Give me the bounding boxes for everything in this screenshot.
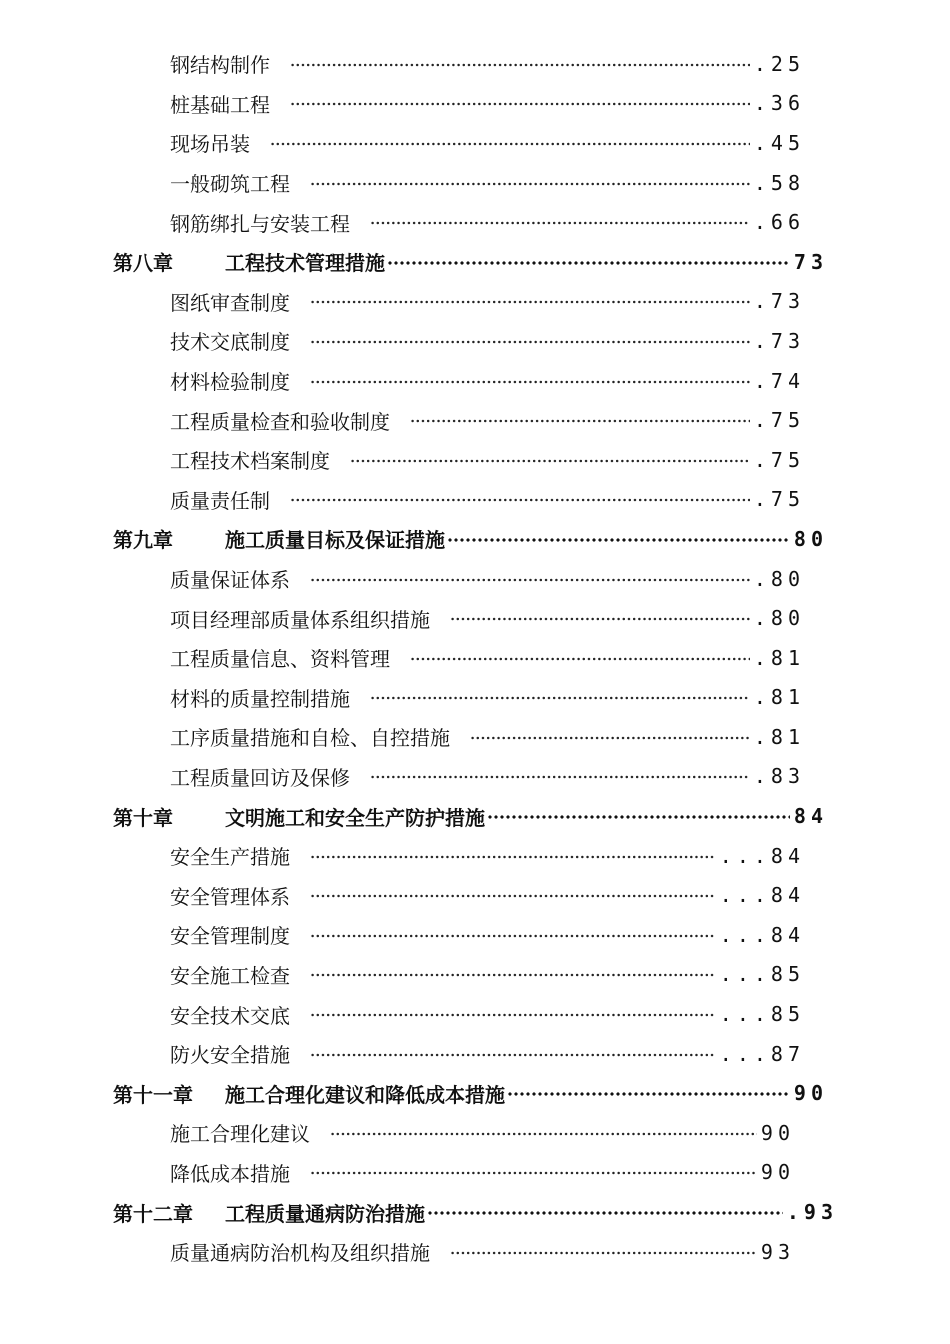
toc-entry[interactable] bbox=[0, 480, 950, 520]
toc-dot-leader bbox=[370, 775, 750, 779]
toc-entry[interactable] bbox=[0, 559, 950, 599]
toc-entry[interactable] bbox=[0, 202, 950, 242]
toc-dot-leader bbox=[310, 300, 750, 304]
toc-entry[interactable] bbox=[0, 1232, 950, 1272]
toc-dot-leader bbox=[310, 1171, 757, 1175]
toc-page-number: .25 bbox=[753, 51, 805, 76]
toc-page-number: .81 bbox=[753, 724, 805, 749]
toc-entry[interactable] bbox=[0, 1034, 950, 1074]
toc-page-number: ...84 bbox=[719, 883, 805, 908]
toc-page-number: ...84 bbox=[719, 843, 805, 868]
toc-page-number: 90 bbox=[760, 1160, 795, 1185]
toc-page-number: .66 bbox=[753, 210, 805, 235]
toc-entry-title: 质量责任制 bbox=[170, 488, 270, 513]
toc-page-number: .45 bbox=[753, 130, 805, 155]
toc-chapter-entry[interactable] bbox=[0, 519, 950, 559]
toc-page-number: .75 bbox=[753, 487, 805, 512]
toc-entry-title: 工程质量检查和验收制度 bbox=[170, 409, 390, 434]
toc-entry[interactable] bbox=[0, 440, 950, 480]
toc-dot-leader bbox=[310, 1013, 716, 1017]
toc-page-number: .81 bbox=[753, 685, 805, 710]
toc-page-number: 73 bbox=[793, 249, 828, 274]
toc-entry-title: 工程质量信息、资料管理 bbox=[170, 647, 390, 672]
toc-dot-leader bbox=[410, 419, 750, 423]
toc-dot-leader bbox=[450, 1251, 757, 1255]
toc-chapter-number: 第八章 bbox=[113, 251, 173, 276]
toc-chapter-number: 第十章 bbox=[113, 805, 173, 830]
toc-dot-leader bbox=[290, 63, 750, 67]
toc-entry[interactable] bbox=[0, 875, 950, 915]
toc-entry[interactable] bbox=[0, 361, 950, 401]
toc-page-number: .74 bbox=[753, 368, 805, 393]
toc-dot-leader bbox=[507, 1092, 790, 1096]
toc-entry[interactable] bbox=[0, 717, 950, 757]
toc-entry[interactable] bbox=[0, 282, 950, 322]
toc-page-number: ...87 bbox=[719, 1041, 805, 1066]
toc-entry[interactable] bbox=[0, 915, 950, 955]
toc-entry[interactable] bbox=[0, 321, 950, 361]
toc-entry-title: 施工合理化建议和降低成本措施 bbox=[225, 1082, 505, 1107]
toc-entry[interactable] bbox=[0, 1153, 950, 1193]
toc-entry-title: 技术交底制度 bbox=[170, 330, 290, 355]
toc-entry-title: 施工合理化建议 bbox=[170, 1122, 310, 1147]
toc-entry[interactable] bbox=[0, 1113, 950, 1153]
toc-dot-leader bbox=[450, 617, 750, 621]
toc-entry-title: 图纸审查制度 bbox=[170, 290, 290, 315]
toc-entry[interactable] bbox=[0, 836, 950, 876]
toc-dot-leader bbox=[270, 142, 750, 146]
toc-entry-title: 安全管理制度 bbox=[170, 924, 290, 949]
toc-entry-title: 安全技术交底 bbox=[170, 1003, 290, 1028]
toc-page-number: 84 bbox=[793, 804, 828, 829]
toc-entry-title: 现场吊装 bbox=[170, 132, 250, 157]
toc-entry-title: 安全生产措施 bbox=[170, 845, 290, 870]
toc-dot-leader bbox=[310, 855, 716, 859]
toc-dot-leader bbox=[350, 459, 750, 463]
toc-entry-title: 材料的质量控制措施 bbox=[170, 686, 350, 711]
toc-chapter-number: 第十一章 bbox=[113, 1082, 193, 1107]
toc-entry-title: 工序质量措施和自检、自控措施 bbox=[170, 726, 450, 751]
toc-dot-leader bbox=[290, 102, 750, 106]
toc-dot-leader bbox=[370, 221, 750, 225]
toc-entry[interactable] bbox=[0, 994, 950, 1034]
toc-dot-leader bbox=[310, 182, 750, 186]
toc-dot-leader bbox=[310, 340, 750, 344]
toc-dot-leader bbox=[290, 498, 750, 502]
toc-page-number: .80 bbox=[753, 606, 805, 631]
toc-entry[interactable] bbox=[0, 678, 950, 718]
toc-entry[interactable] bbox=[0, 123, 950, 163]
toc-entry-title: 安全管理体系 bbox=[170, 884, 290, 909]
toc-entry[interactable] bbox=[0, 84, 950, 124]
toc-dot-leader bbox=[330, 1132, 757, 1136]
toc-entry-title: 文明施工和安全生产防护措施 bbox=[225, 805, 485, 830]
toc-entry-title: 项目经理部质量体系组织措施 bbox=[170, 607, 430, 632]
toc-entry-title: 桩基础工程 bbox=[170, 92, 270, 117]
toc-entry-title: 质量保证体系 bbox=[170, 568, 290, 593]
toc-page-number: .80 bbox=[753, 566, 805, 591]
toc-dot-leader bbox=[310, 578, 750, 582]
toc-page-number: 90 bbox=[760, 1120, 795, 1145]
toc-page-number: 93 bbox=[760, 1239, 795, 1264]
toc-entry-title: 施工质量目标及保证措施 bbox=[225, 528, 445, 553]
toc-dot-leader bbox=[310, 894, 716, 898]
toc-entry-title: 钢筋绑扎与安装工程 bbox=[170, 211, 350, 236]
toc-chapter-entry[interactable] bbox=[0, 796, 950, 836]
toc-dot-leader bbox=[487, 815, 790, 819]
toc-page-number: 80 bbox=[793, 526, 828, 551]
toc-dot-leader bbox=[310, 934, 716, 938]
toc-entry-title: 质量通病防治机构及组织措施 bbox=[170, 1241, 430, 1266]
toc-page-number: .75 bbox=[753, 408, 805, 433]
toc-dot-leader bbox=[310, 1053, 716, 1057]
toc-entry-title: 一般砌筑工程 bbox=[170, 172, 290, 197]
toc-entry[interactable] bbox=[0, 163, 950, 203]
toc-page-number: .73 bbox=[753, 328, 805, 353]
toc-dot-leader bbox=[310, 380, 750, 384]
toc-chapter-entry[interactable] bbox=[0, 242, 950, 282]
toc-chapter-entry[interactable] bbox=[0, 1073, 950, 1113]
toc-page-number: .36 bbox=[753, 91, 805, 116]
toc-entry-title: 材料检验制度 bbox=[170, 370, 290, 395]
toc-entry-title: 工程质量通病防治措施 bbox=[225, 1201, 425, 1226]
toc-entry-title: 安全施工检查 bbox=[170, 963, 290, 988]
toc-dot-leader bbox=[447, 538, 790, 542]
toc-entry-title: 工程技术档案制度 bbox=[170, 449, 330, 474]
toc-entry[interactable] bbox=[0, 757, 950, 797]
toc-page-number: .75 bbox=[753, 447, 805, 472]
toc-entry-title: 工程技术管理措施 bbox=[225, 251, 385, 276]
toc-dot-leader bbox=[427, 1211, 783, 1215]
toc-page-number: 90 bbox=[793, 1081, 828, 1106]
toc-page-number: .81 bbox=[753, 645, 805, 670]
toc-chapter-entry[interactable] bbox=[0, 1192, 950, 1232]
toc-entry-title: 降低成本措施 bbox=[170, 1161, 290, 1186]
toc-page-number: ...84 bbox=[719, 922, 805, 947]
toc-entry[interactable] bbox=[0, 44, 950, 84]
toc-page-number: ...85 bbox=[719, 1002, 805, 1027]
toc-page-number: .93 bbox=[786, 1200, 838, 1225]
table-of-contents bbox=[0, 44, 950, 1271]
toc-page-number: .83 bbox=[753, 764, 805, 789]
toc-chapter-number: 第十二章 bbox=[113, 1201, 193, 1226]
toc-entry[interactable] bbox=[0, 598, 950, 638]
toc-dot-leader bbox=[470, 736, 750, 740]
toc-dot-leader bbox=[310, 973, 716, 977]
toc-page-number: ...85 bbox=[719, 962, 805, 987]
toc-dot-leader bbox=[370, 696, 750, 700]
toc-dot-leader bbox=[410, 657, 750, 661]
toc-entry[interactable] bbox=[0, 955, 950, 995]
toc-entry[interactable] bbox=[0, 400, 950, 440]
toc-entry-title: 防火安全措施 bbox=[170, 1043, 290, 1068]
toc-entry-title: 钢结构制作 bbox=[170, 53, 270, 78]
toc-entry-title: 工程质量回访及保修 bbox=[170, 765, 350, 790]
toc-chapter-number: 第九章 bbox=[113, 528, 173, 553]
toc-page-number: .58 bbox=[753, 170, 805, 195]
toc-dot-leader bbox=[387, 261, 790, 265]
toc-page-number: .73 bbox=[753, 289, 805, 314]
toc-entry[interactable] bbox=[0, 638, 950, 678]
